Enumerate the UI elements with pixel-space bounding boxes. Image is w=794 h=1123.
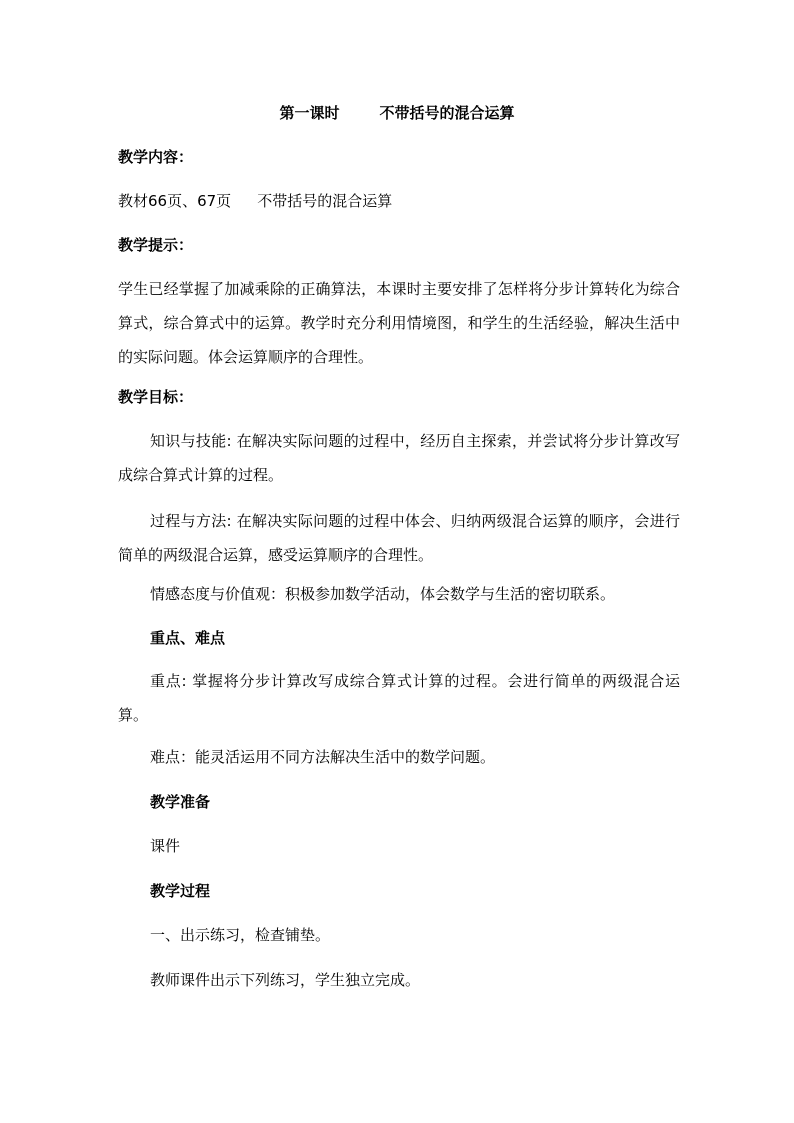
preparation-heading: 教学准备 [150,793,211,811]
teaching-content-pages: 教材66页、67页 [118,192,232,210]
lesson-title-part1: 第一课时 [279,104,340,122]
difficult-point-text: 难点：能灵活运用不同方法解决生活中的数学问题。 [150,748,496,766]
lesson-title [0,102,794,124]
teaching-hint-heading: 教学提示： [118,236,194,254]
process-step1: 一、出示练习，检查铺垫。 [150,926,331,944]
teaching-goal-knowledge: 知识与技能: 在解决实际问题的过程中，经历自主探索，并尝试将分步计算改写成综合算式计算的过程。 [118,432,680,484]
teaching-hint-text: 学生已经掌握了加减乘除的正确算法，本课时主要安排了怎样将分步计算转化为综合算式，综合算式中的运算。教学时充分利用情境图，和学生的生活经验，解决生活中的实际问题。体会运算顺序的合理性。 [118,280,680,366]
teaching-goal-process: 过程与方法: 在解决实际问题的过程中体会、归纳两级混合运算的顺序，会进行简单的两级混合运算，感受运算顺序的合理性。 [118,512,680,564]
preparation-text: 课件 [150,837,181,855]
lesson-title-part2: 不带括号的混合运算 [379,104,515,122]
teaching-content-heading: 教学内容： [118,148,194,166]
key-points-heading: 重点、难点 [150,629,226,647]
key-point-text: 重点: 掌握将分步计算改写成综合算式计算的过程。会进行简单的两级混合运算。 [118,672,680,724]
teaching-goals-heading: 教学目标： [118,388,194,406]
process-step1-detail: 教师课件出示下列练习，学生独立完成。 [150,971,421,989]
process-heading: 教学过程 [150,882,211,900]
teaching-content-reference [118,190,678,212]
teaching-content-topic: 不带括号的混合运算 [257,192,393,210]
teaching-goal-emotion: 情感态度与价值观：积极参加数学活动，体会数学与生活的密切联系。 [150,585,616,603]
